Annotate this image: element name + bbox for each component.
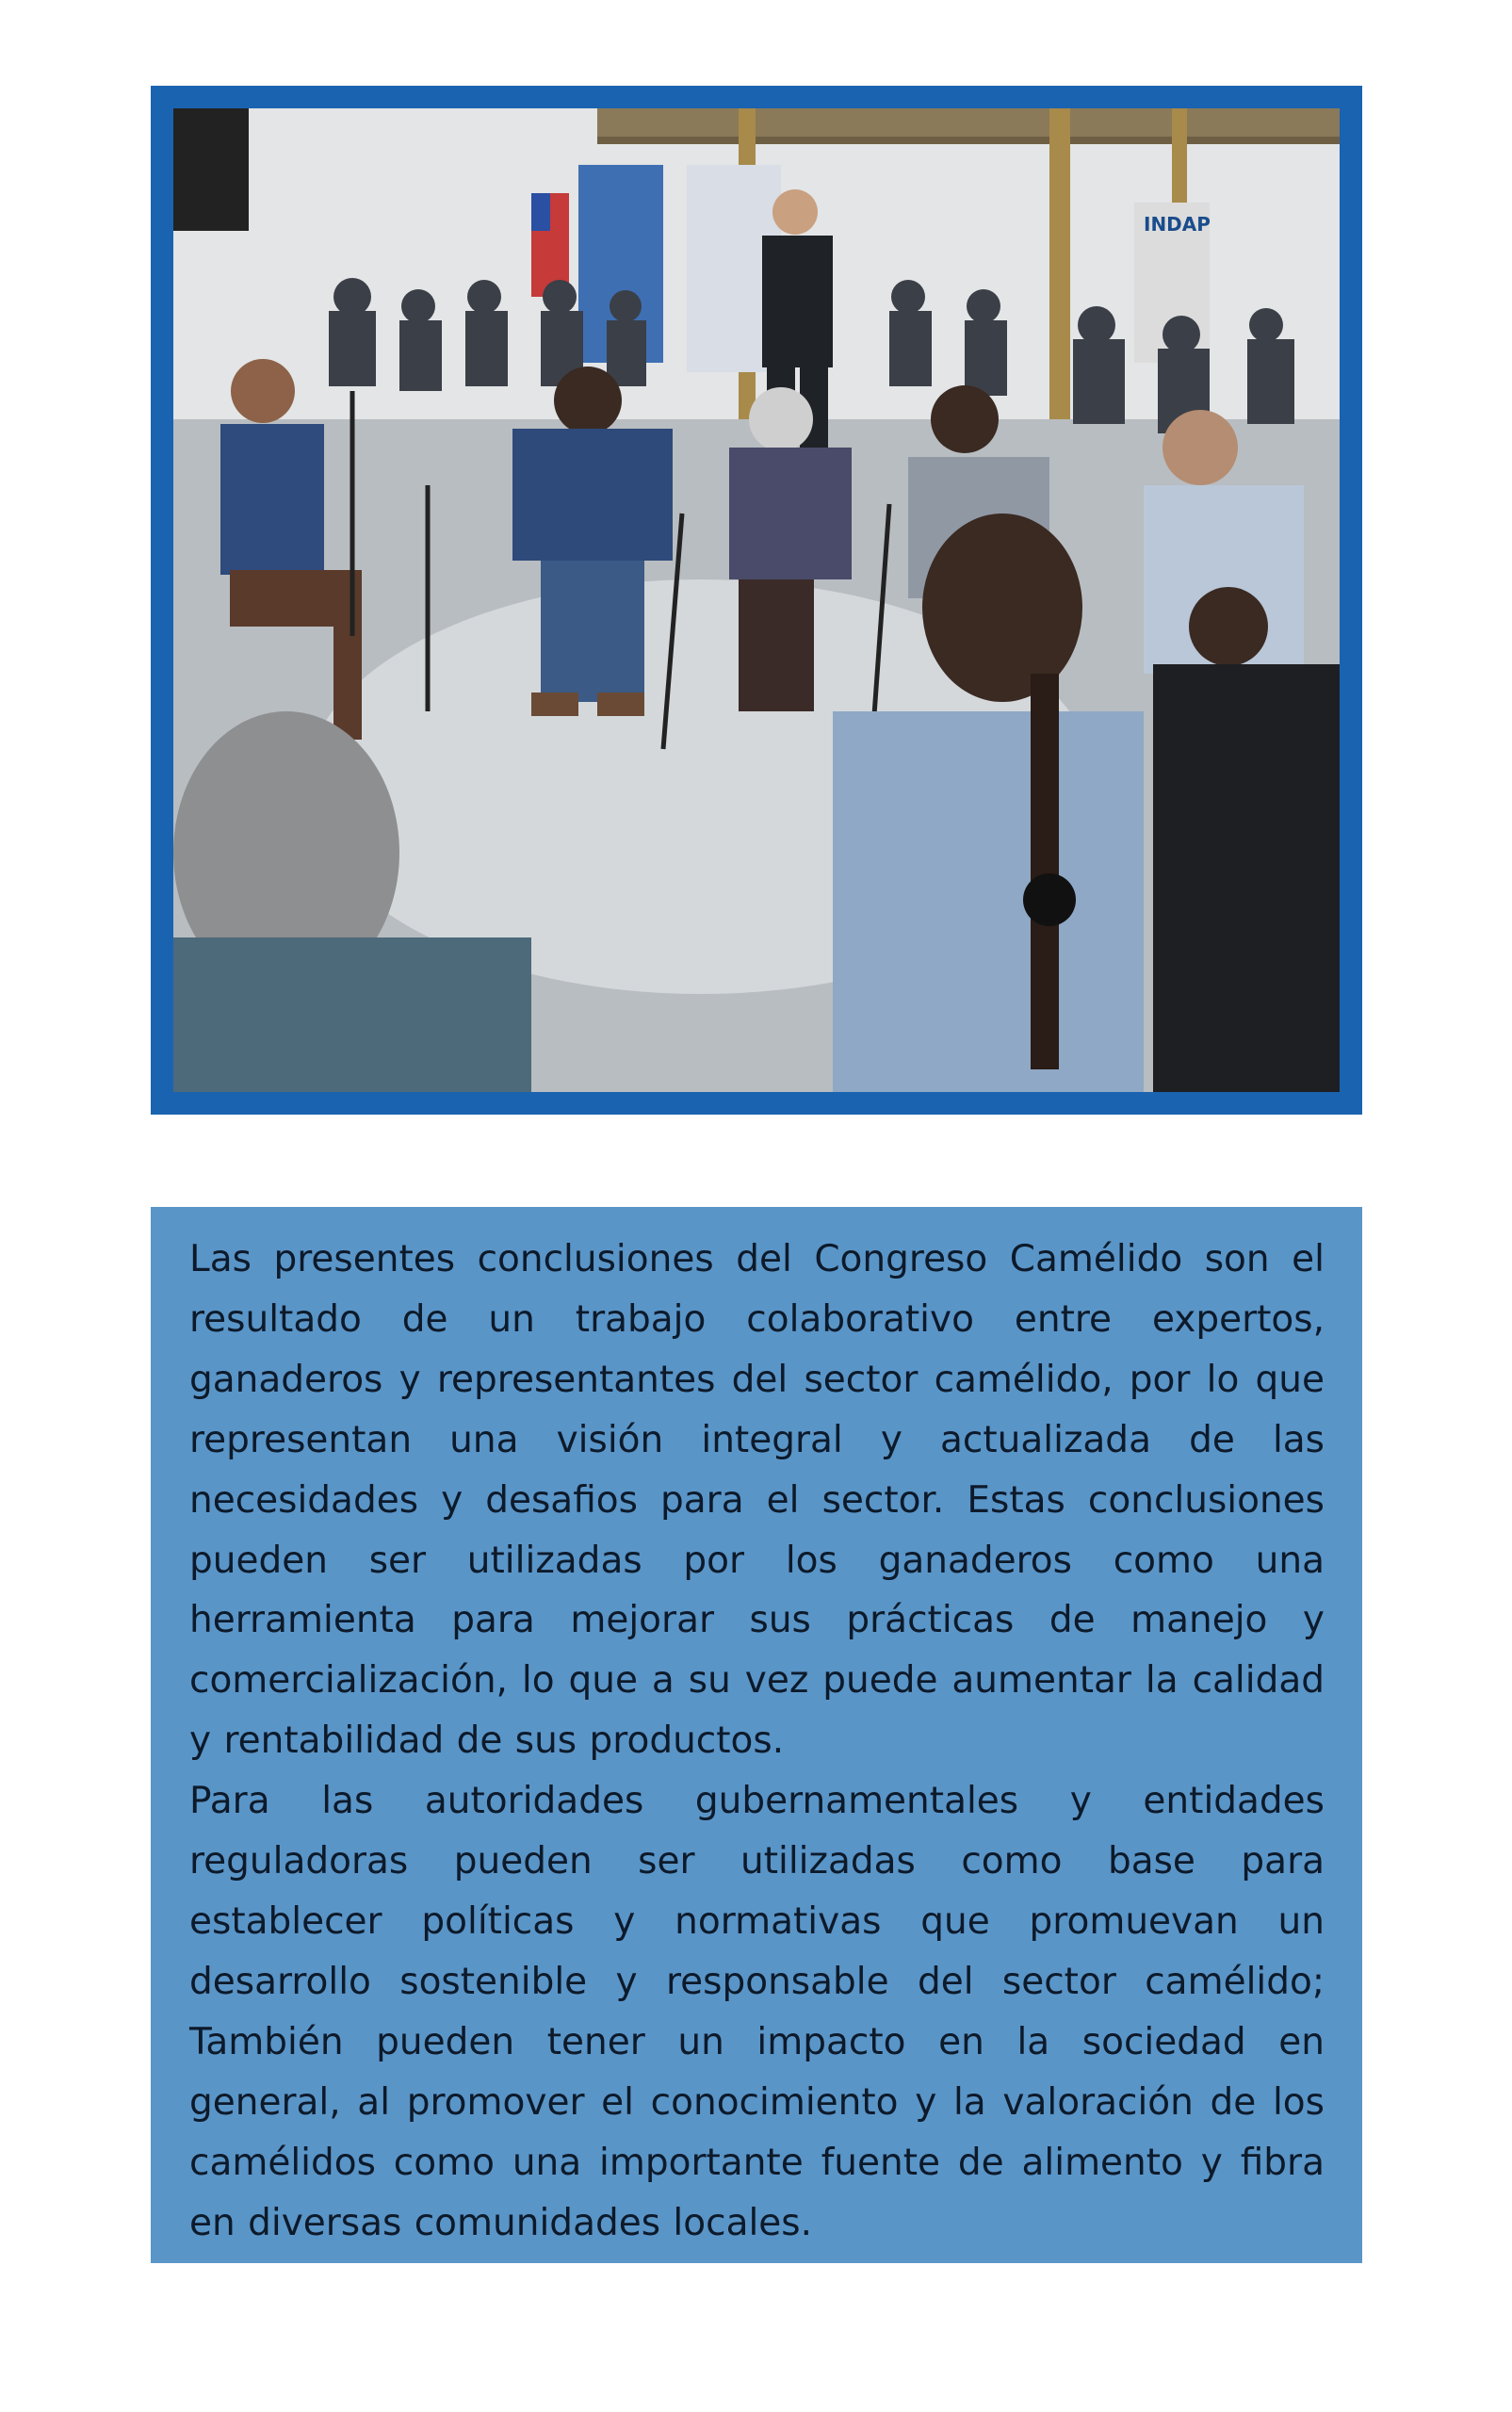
- photo-frame: [151, 86, 1362, 1115]
- paragraph-authorities: Para las autoridades gubernamentales y entidades reguladoras pueden ser utilizadas como base para establecer políticas y normativas que promuevan un desarrollo sostenible y responsable del sector camélido; También pueden tener un impacto en la sociedad en general, al promover el conocimiento y la valoración de los camélidos como una importante fuente de alimento y fibra en diversas comunidades locales.: [189, 1780, 1325, 2244]
- banner-label: INDAP: [1144, 213, 1211, 236]
- event-photo: [173, 108, 1340, 1092]
- conclusions-text-box: [151, 1207, 1362, 2263]
- paragraph-intro: Las presentes conclusiones del Congreso Camélido son el resultado de un trabajo colaborativo entre expertos, ganaderos y representantes del sector camélido, por lo que representan una visión integral y actualizada de las necesidades y desafios para el sector. Estas conclusiones pueden ser utilizadas por los ganaderos como una herramienta para mejorar sus prácticas de manejo y comercialización, lo que a su vez puede aumentar la calidad y rentabilidad de sus productos.: [189, 1238, 1325, 1763]
- photo-illustration: [173, 108, 1340, 1092]
